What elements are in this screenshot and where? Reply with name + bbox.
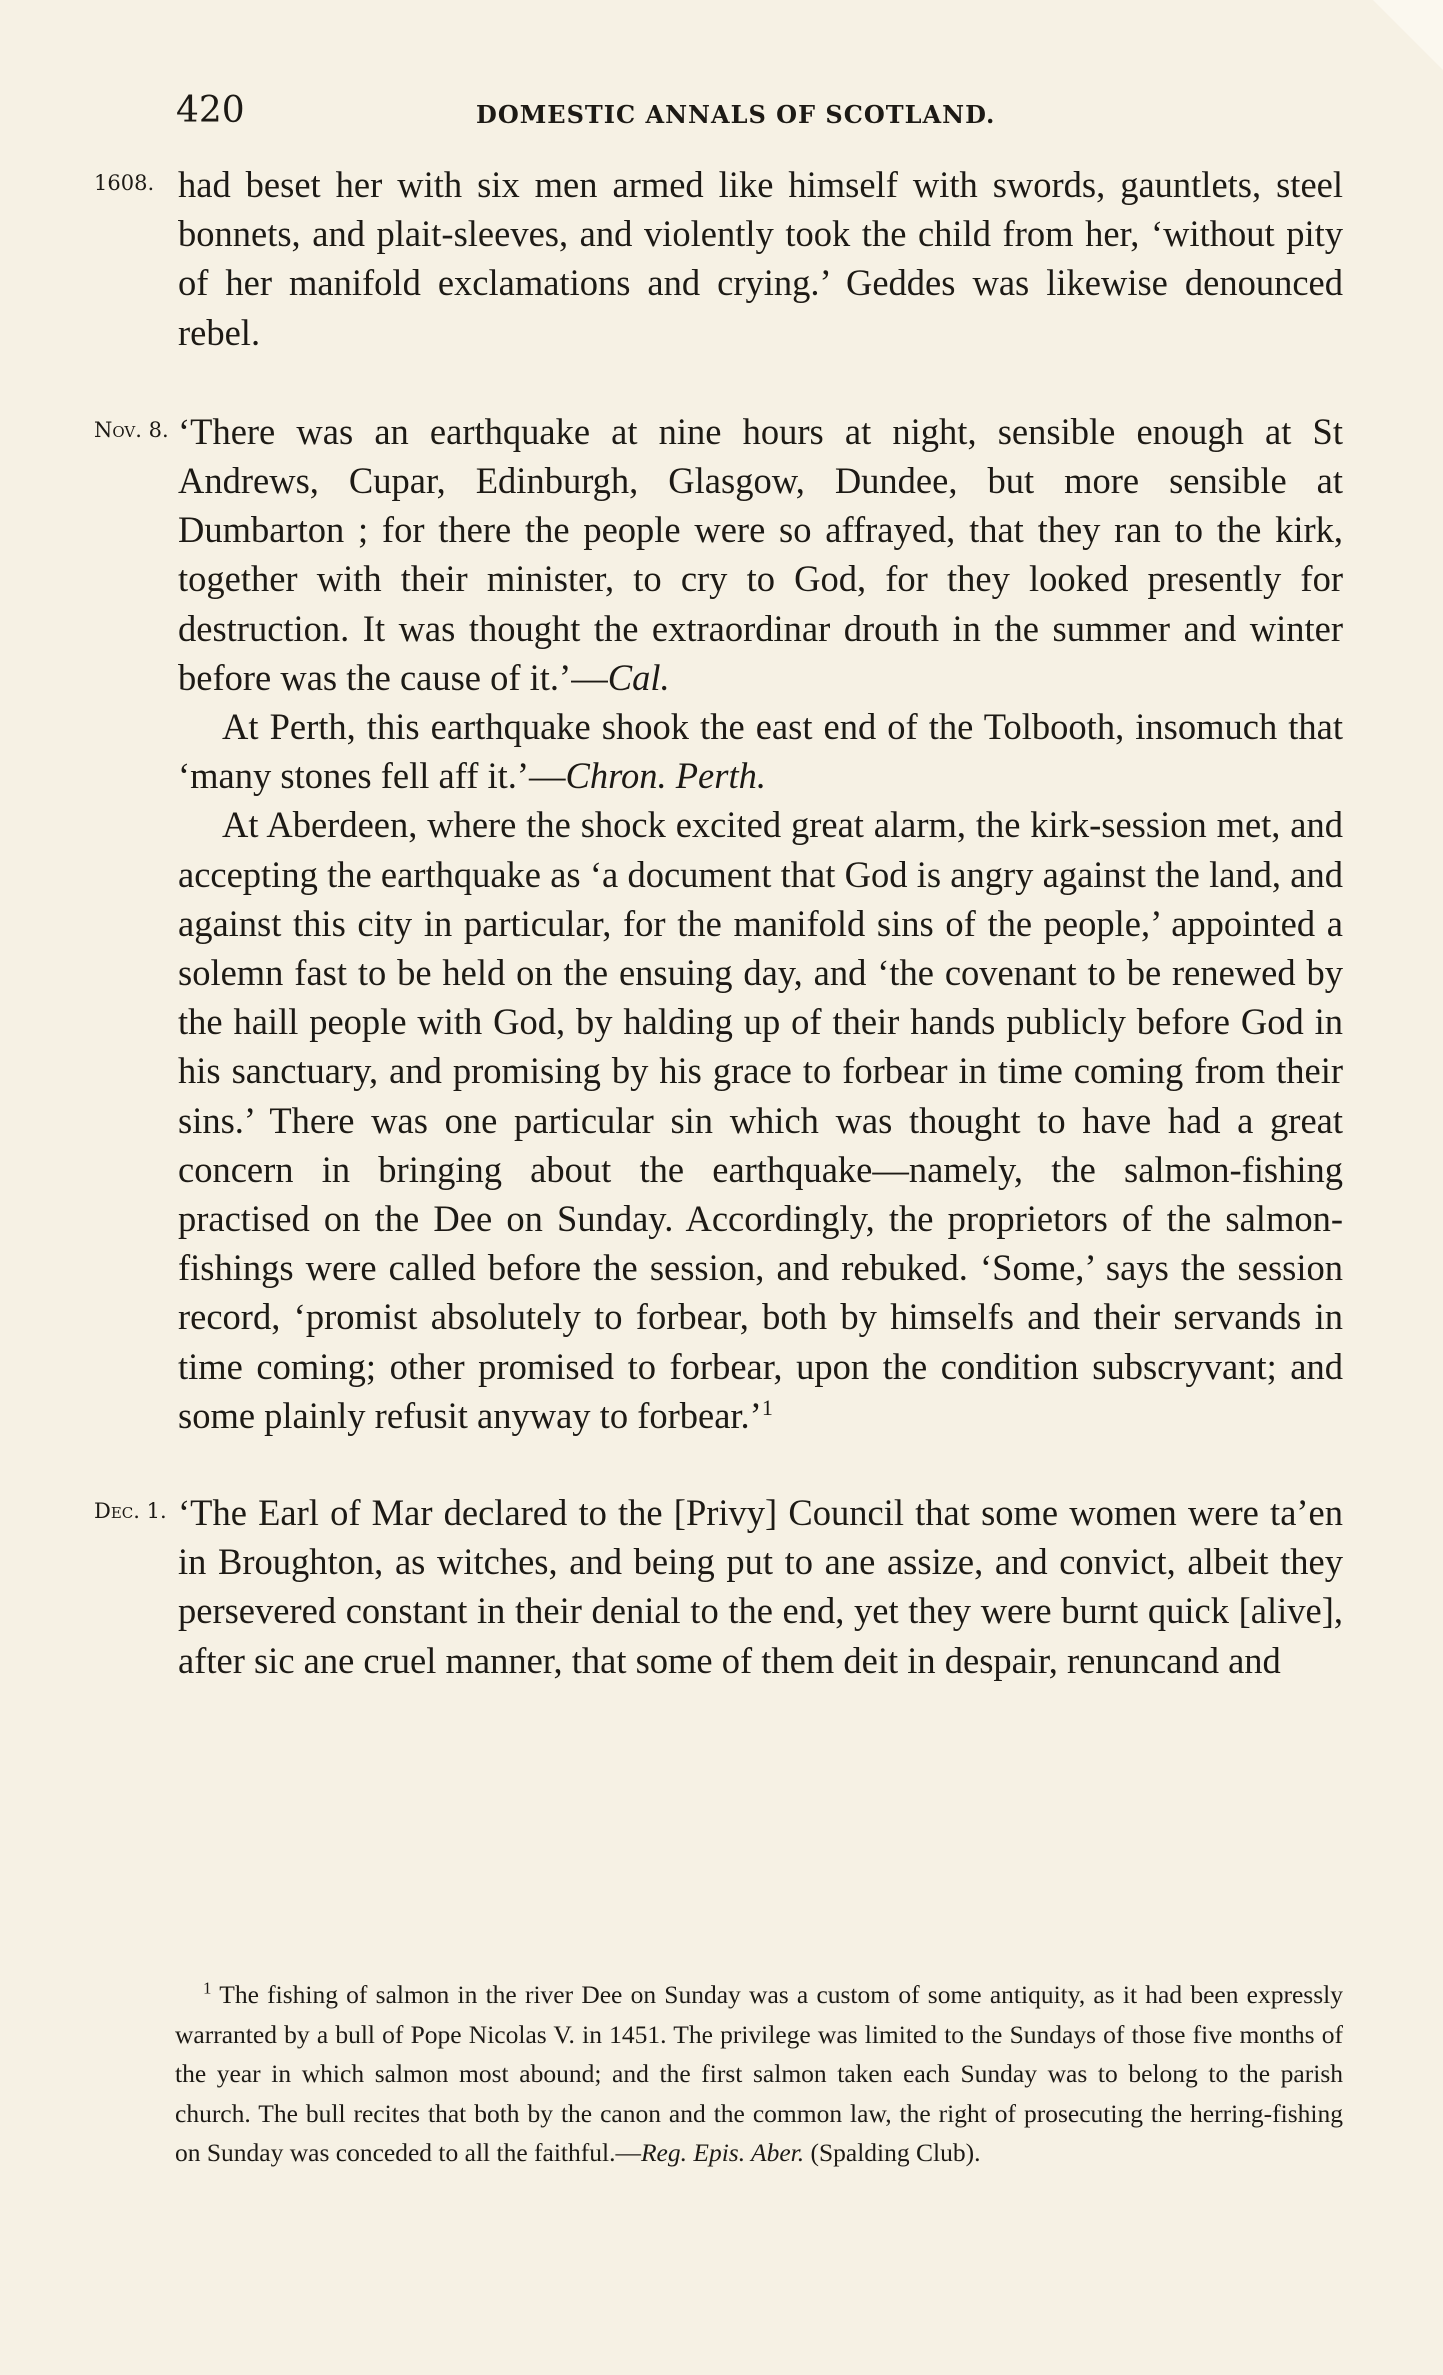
page-header [176, 86, 1341, 136]
page-corner [1373, 0, 1443, 70]
paragraph-text: ‘There was an earthquake at nine hours at night, sensible enough at St Andrews, Cupar, Edinburgh, Glasgow, Dundee, but more sensible at Dumbarton ; for there the people were so affrayed, that they ran to the kirk, together with their minister, to cry to God, for they looked presently for destruction. It was thought the extraordinar drouth in the summer and winter before was the cause of it.’— [178, 410, 1343, 698]
page-number: 420 [176, 90, 245, 131]
paragraph [178, 702, 1343, 800]
footnote [175, 1975, 1343, 2173]
source-citation: Chron. Perth. [565, 755, 766, 797]
paragraph-text: had beset her with six men armed like himself with swords, gauntlets, steel bonnets, and plait-sleeves, and violently took the child from her, ‘without pity of her manifold exclamations and crying.’ Geddes was likewise denounced rebel. [178, 164, 1343, 353]
margin-date: Dec. 1. [94, 1499, 167, 1524]
paragraph [178, 800, 1343, 1440]
paragraph [178, 1488, 1343, 1685]
paragraph [178, 160, 1343, 357]
paragraph [178, 407, 1343, 702]
footnote-text: The fishing of salmon in the river Dee on Sunday was a custom of some antiquity, as it had been expressly warranted by a bull of Pope Nicolas V. in 1451. The privilege was limited to the Sundays of those five months of the year in which salmon most abound; and the first salmon taken each Sunday was to belong to the parish church. The bull recites that both by the canon and the common law, the right of prosecuting the herring-fishing on Sunday was conceded to all the faithful.— [175, 1980, 1343, 2168]
paragraph-text: At Perth, this earthquake shook the east end of the Tolbooth, insomuch that ‘many stones fell aff it.’— [178, 706, 1343, 797]
margin-date: 1608. [94, 171, 155, 195]
entry-nov-8 [94, 407, 1343, 1440]
margin-date: Nov. 8. [94, 417, 169, 442]
footnote-reference: 1 [761, 1394, 773, 1420]
source-citation: Cal. [607, 656, 670, 698]
running-title: DOMESTIC ANNALS OF SCOTLAND. [476, 100, 996, 129]
main-text [94, 160, 1343, 1685]
entry-gap [178, 1440, 1343, 1488]
paragraph-text: ‘The Earl of Mar declared to the [Privy] Council that some women were ta’en in Broughton, as witches, and being put to ane assize, and convict, albeit they persevered constant in their denial to the end, yet they were burnt quick [alive], after sic ane cruel manner, that some of them deit in despair, renuncand and [178, 1492, 1343, 1681]
entry-gap [178, 357, 1343, 407]
entry-1608 [94, 160, 1343, 357]
footnote-source: Reg. Epis. Aber. [640, 2138, 805, 2168]
footnote-mark: 1 [203, 1978, 212, 1998]
footnote-suffix: (Spalding Club). [804, 2138, 981, 2168]
paragraph-text: At Aberdeen, where the shock excited great alarm, the kirk-session met, and accepting the earthquake as ‘a document that God is angry against the land, and against this city in particular, for the manifold sins of the people,’ appointed a solemn fast to be held on the ensuing day, and ‘the covenant to be renewed by the haill people with God, by halding up of their hands publicly before God in his sanctuary, and promising by his grace to forbear in time coming from their sins.’ There was one particular sin which was thought to have had a great concern in bringing about the earthquake—namely, the salmon-fishing practised on the Dee on Sunday. Accordingly, the proprietors of the salmon-fishings were called before the session, and rebuked. ‘Some,’ says the session record, ‘promist absolutely to forbear, both by himselfs and their servands in time coming; other promised to forbear, upon the condition subscryvant; and some plainly refusit anyway to forbear.’ [178, 804, 1343, 1436]
entry-dec-1 [94, 1488, 1343, 1685]
